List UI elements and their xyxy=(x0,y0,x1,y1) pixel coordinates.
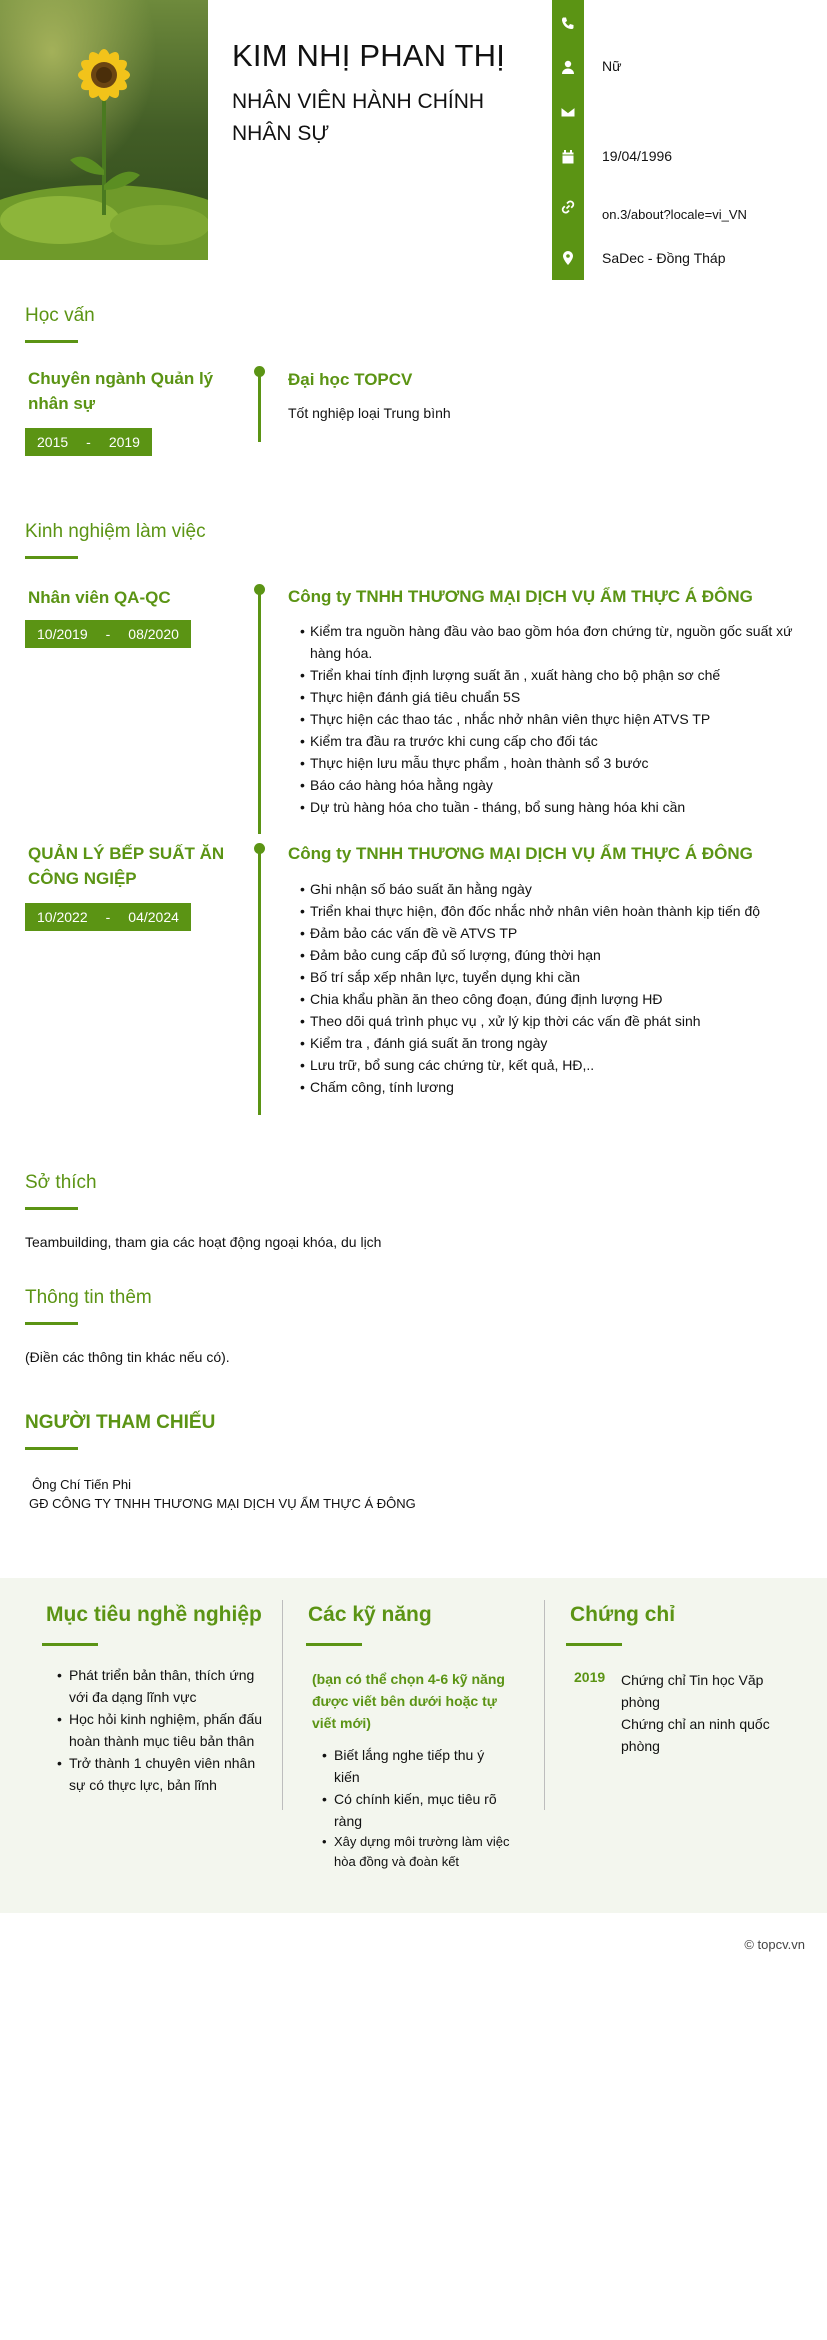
hobbies-text: Teambuilding, tham gia các hoạt động ngoại khóa, du lịch xyxy=(25,1234,382,1250)
list-item: • Đảm bảo các vấn đề về ATVS TP xyxy=(300,922,800,944)
education-end: 2019 xyxy=(108,434,140,450)
reference-detail: GĐ CÔNG TY TNHH THƯƠNG MẠI DỊCH VỤ ẨM THỰC Á ĐÔNG xyxy=(29,1496,416,1511)
link-value[interactable]: on.3/about?locale=vi_VN xyxy=(602,207,747,222)
list-item: • Lưu trữ, bổ sung các chứng từ, kết quả, HĐ,.. xyxy=(300,1054,800,1076)
list-item: • Dự trù hàng hóa cho tuần - tháng, bổ sung hàng hóa khi cần xyxy=(300,796,800,818)
experience-title-underline xyxy=(25,556,78,559)
certificate-entry: Chứng chỉ Tin học Văp phòng xyxy=(621,1672,764,1710)
list-item: • Báo cáo hàng hóa hằng ngày xyxy=(300,774,800,796)
education-school: Đại học TOPCV xyxy=(288,370,413,389)
additional-title: Thông tin thêm xyxy=(25,1287,152,1308)
contact-sidebar-bar xyxy=(552,0,584,280)
objective-list xyxy=(57,1664,267,1796)
job-role: QUẢN LÝ BẾP SUẤT ĂN CÔNG NGIỆP xyxy=(28,844,225,888)
list-item: • Kiểm tra đầu ra trước khi cung cấp cho đối tác xyxy=(300,730,800,752)
additional-text: (Điền các thông tin khác nếu có). xyxy=(25,1349,230,1365)
topcv-brand[interactable]: © topcv.vn xyxy=(744,1937,805,1952)
list-item: • Kiểm tra , đánh giá suất ăn trong ngày xyxy=(300,1032,800,1054)
list-item: • Triển khai thực hiện, đôn đốc nhắc nhở nhân viên hoàn thành kịp tiến độ xyxy=(300,900,800,922)
list-item: • Thực hiện các thao tác , nhắc nhở nhân viên thực hiện ATVS TP xyxy=(300,708,800,730)
job-position: NHÂN VIÊN HÀNH CHÍNH NHÂN SỰ xyxy=(232,90,485,145)
skills-list xyxy=(322,1744,512,1872)
certificate-entry: Chứng chỉ an ninh quốc phòng xyxy=(621,1716,770,1754)
gender-value: Nữ xyxy=(602,58,622,74)
job-dates xyxy=(25,903,191,931)
job-end: 08/2020 xyxy=(128,626,179,642)
list-item: • Chia khẩu phần ăn theo công đoạn, đúng định lượng HĐ xyxy=(300,988,800,1010)
birthday-value: 19/04/1996 xyxy=(602,148,673,164)
email-icon xyxy=(552,100,584,124)
job-start: 10/2022 xyxy=(37,909,88,925)
user-icon xyxy=(552,55,584,79)
education-start: 2015 xyxy=(37,434,69,450)
education-major: Chuyên ngành Quản lý nhân sự xyxy=(28,369,214,413)
phone-icon xyxy=(552,12,584,36)
calendar-icon xyxy=(552,145,584,169)
profile-photo xyxy=(0,0,208,260)
list-item: • Có chính kiến, mục tiêu rõ ràng xyxy=(322,1788,512,1832)
list-item: • Ghi nhận số báo suất ăn hằng ngày xyxy=(300,878,800,900)
certificates-title-underline xyxy=(566,1643,622,1646)
job-end: 04/2024 xyxy=(128,909,179,925)
link-icon xyxy=(552,195,584,219)
timeline-line xyxy=(258,847,261,1115)
column-divider xyxy=(544,1600,545,1810)
list-item: • Biết lắng nghe tiếp thu ý kiến xyxy=(322,1744,512,1788)
timeline-line xyxy=(258,588,261,834)
list-item: • Theo dõi quá trình phục vụ , xử lý kịp thời các vấn đề phát sinh xyxy=(300,1010,800,1032)
certificate-year: 2019 xyxy=(574,1669,606,1685)
list-item: • Bố trí sắp xếp nhân lực, tuyển dụng khi cần xyxy=(300,966,800,988)
education-title: Học vấn xyxy=(25,305,95,326)
certificates-title: Chứng chỉ xyxy=(570,1603,676,1626)
references-title-underline xyxy=(25,1447,78,1450)
hobbies-title: Sở thích xyxy=(25,1172,97,1193)
date-separator: - xyxy=(105,909,111,925)
skills-note: (bạn có thể chọn 4-6 kỹ năng được viết bên dưới hoặc tự viết mới) xyxy=(312,1671,505,1731)
objective-title: Mục tiêu nghề nghiệp xyxy=(46,1603,262,1626)
objective-title-underline xyxy=(42,1643,98,1646)
skills-title-underline xyxy=(306,1643,362,1646)
timeline-line xyxy=(258,370,261,442)
job-dates xyxy=(25,620,191,648)
list-item: • Phát triển bản thân, thích ứng với đa dạng lĩnh vực xyxy=(57,1664,267,1708)
job-start: 10/2019 xyxy=(37,626,88,642)
job-company: Công ty TNHH THƯƠNG MẠI DỊCH VỤ ẨM THỰC Á ĐÔNG xyxy=(288,844,753,863)
list-item: • Kiểm tra nguồn hàng đầu vào bao gồm hóa đơn chứng từ, nguồn gốc suất xứ hàng hóa. xyxy=(300,620,800,664)
job-company: Công ty TNHH THƯƠNG MẠI DỊCH VỤ ẨM THỰC Á ĐÔNG xyxy=(288,587,753,606)
job-duties-list xyxy=(300,620,800,818)
education-dates xyxy=(25,428,152,456)
list-item: • Đảm bảo cung cấp đủ số lượng, đúng thời hạn xyxy=(300,944,800,966)
reference-name: Ông Chí Tiến Phi xyxy=(32,1477,131,1492)
education-description: Tốt nghiệp loại Trung bình xyxy=(288,405,451,421)
list-item: • Trở thành 1 chuyên viên nhân sự có thực lực, bản lĩnh xyxy=(57,1752,267,1796)
date-separator: - xyxy=(86,434,91,450)
date-separator: - xyxy=(105,626,111,642)
location-icon xyxy=(552,246,584,270)
candidate-name: KIM NHỊ PHAN THỊ xyxy=(232,38,506,73)
references-title: NGƯỜI THAM CHIẾU xyxy=(25,1412,216,1433)
list-item: • Thực hiện lưu mẫu thực phẩm , hoàn thành sổ 3 bước xyxy=(300,752,800,774)
list-item: • Thực hiện đánh giá tiêu chuẩn 5S xyxy=(300,686,800,708)
list-item: • Chấm công, tính lương xyxy=(300,1076,800,1098)
list-item: • Triển khai tính định lượng suất ăn , xuất hàng cho bộ phận sơ chế xyxy=(300,664,800,686)
experience-title: Kinh nghiệm làm việc xyxy=(25,521,206,542)
list-item: • Học hỏi kinh nghiệm, phấn đấu hoàn thành mục tiêu bản thân xyxy=(57,1708,267,1752)
job-duties-list xyxy=(300,878,800,1098)
additional-title-underline xyxy=(25,1322,78,1325)
list-item: • Xây dựng môi trường làm việc hòa đồng và đoàn kết xyxy=(322,1832,512,1872)
column-divider xyxy=(282,1600,283,1810)
address-value: SaDec - Đồng Tháp xyxy=(602,250,726,266)
hobbies-title-underline xyxy=(25,1207,78,1210)
job-role: Nhân viên QA-QC xyxy=(28,588,171,607)
skills-title: Các kỹ năng xyxy=(308,1603,432,1626)
education-title-underline xyxy=(25,340,78,343)
